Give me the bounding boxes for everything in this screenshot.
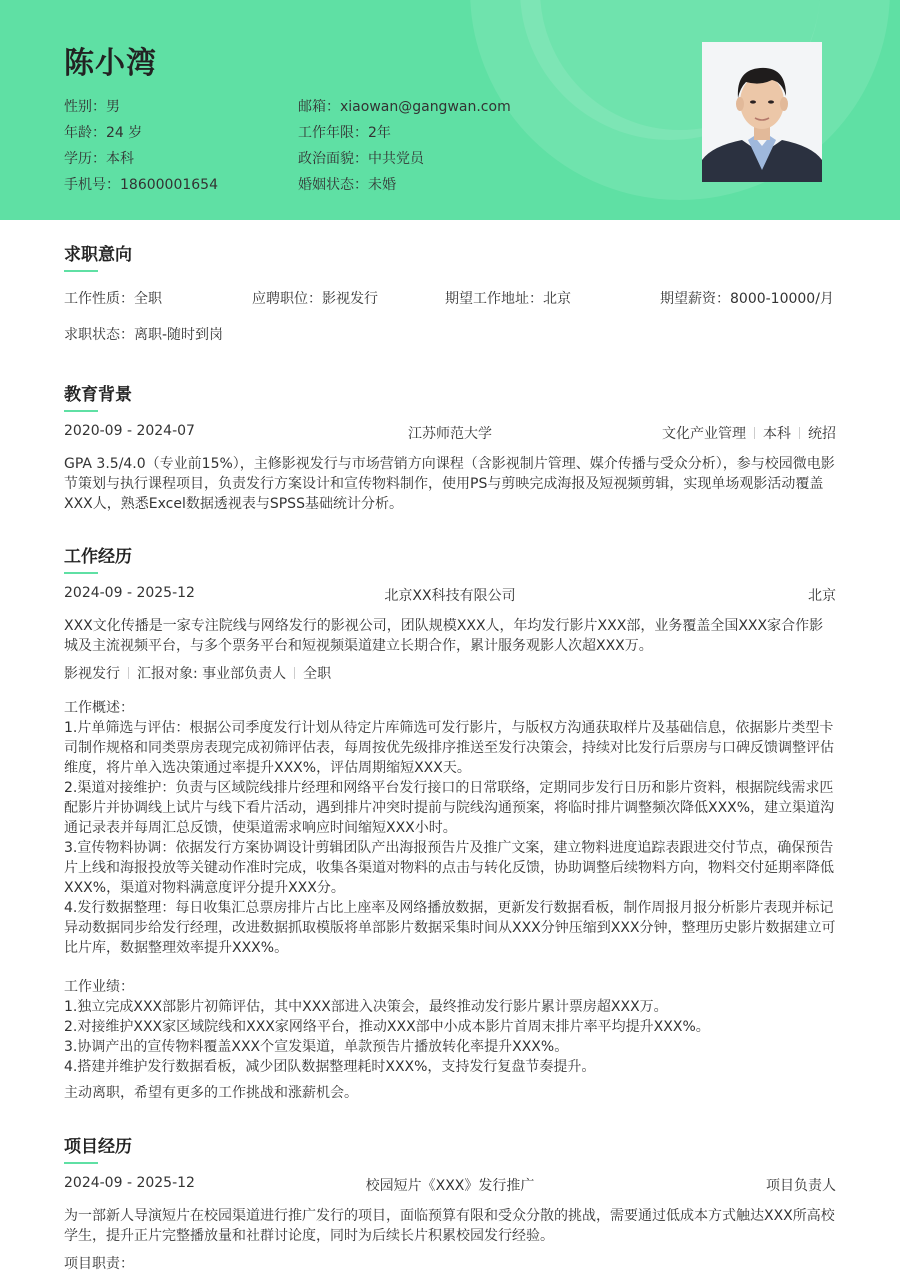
- section-title-intent: 求职意向: [64, 245, 132, 265]
- position-value: 影视发行: [322, 291, 378, 307]
- salary-label: 期望薪资 ：: [660, 291, 730, 307]
- age-row: [64, 122, 142, 142]
- marital-value: 未婚: [368, 177, 396, 193]
- section-underline: [64, 1162, 98, 1164]
- phone-row: [64, 174, 218, 194]
- section-underline: [64, 572, 98, 574]
- candidate-name: 陈小湾: [64, 46, 157, 81]
- location-label: 期望工作地址 ：: [445, 291, 543, 307]
- project-description: 为一部新人导演短片在校园渠道进行推广发行的项目，面临预算有限和受众分散的挑战，需要通过低成本方式触达XXX所高校学生，提升正片完整播放量和社群讨论度，同时为后续长片积累校园发行经验。: [64, 1208, 835, 1244]
- work-report-to: 汇报对象: 事业部负责人: [137, 666, 287, 682]
- job-type-field: [64, 288, 162, 308]
- education-description: GPA 3.5/4.0（专业前15%），主修影视发行与市场营销方向课程（含影视制片管理、媒介传播与受众分析），参与校园微电影节策划与执行课程项目，负责发行方案设计和宣传物料制作，使用PS与剪映完成海报及短视频剪辑，实现单场观影活动覆盖XXX人，熟悉Excel数据透视表与SPSS基础统计分析。: [64, 456, 835, 512]
- work-duty-item: 2.渠道对接维护：负责与区域院线排片经理和网络平台发行接口的日常联络，定期同步发行日历和影片资料，根据院线需求匹配影片并协调线上试片与线下看片活动，遇到排片冲突时提前与院线沟通预案，将临时排片调整频次降低XXX%，建立渠道沟通记录表并每周汇总反馈，使渠道需求响应时间缩短XXX小时。: [64, 780, 835, 836]
- age-value: 24 岁: [106, 125, 143, 141]
- project-period: 2024-09 - 2025-12: [64, 1175, 195, 1191]
- political-value: 中共党员: [368, 151, 424, 167]
- work-period: 2024-09 - 2025-12: [64, 585, 195, 601]
- age-label: 年龄 ：: [64, 125, 106, 141]
- email-label: 邮箱 ：: [298, 99, 340, 115]
- salary-value: 8000-10000/月: [730, 291, 834, 307]
- work-years-row: [298, 122, 391, 142]
- divider: [799, 427, 800, 439]
- education-details: [536, 423, 836, 443]
- project-duties-title: 项目职责：: [64, 1256, 134, 1272]
- job-status-value: 离职-随时到岗: [134, 327, 224, 343]
- email-value: xiaowan@gangwan.com: [340, 99, 511, 115]
- profile-header: [0, 0, 900, 220]
- company-intro: XXX文化传播是一家专注院线与网络发行的影视公司，团队规模XXX人，年均发行影片XXX部，业务覆盖全国XXX家合作影城及主流视频平台，与多个票务平台和短视频渠道建立长期合作，累计服务观影人次超XXX万。: [64, 618, 824, 654]
- enrollment-mode: 统招: [808, 426, 836, 442]
- work-achievements-title: 工作业绩：: [64, 979, 134, 995]
- work-duty-item: 1.片单筛选与评估：根据公司季度发行计划从待定片库筛选可发行影片，与版权方沟通获取样片及基础信息，依据影片类型卡司制作规格和同类票房表现完成初筛评估表，每周按优先级排序推送至发行决策会，持续对比发行后票房与口碑反馈调整评估维度，将片单入选决策通过率提升XXX%，评估周期缩短XXX天。: [64, 720, 834, 776]
- degree: 本科: [763, 426, 791, 442]
- location-field: [445, 288, 571, 308]
- work-achievements: [64, 977, 836, 1077]
- phone-value: 18600001654: [120, 177, 218, 193]
- political-row: [298, 148, 424, 168]
- project-name: 校园短片《XXX》发行推广: [365, 1178, 535, 1194]
- work-achievement-item: 4.搭建并维护发行数据看板，减少团队数据整理耗时XXX%，支持发行复盘节奏提升。: [64, 1059, 596, 1075]
- marital-label: 婚姻状态 ：: [298, 177, 368, 193]
- work-achievement-item: 2.对接维护XXX家区域院线和XXX家网络平台，推动XXX部中小成本影片首周末排片率平均提升XXX%。: [64, 1019, 710, 1035]
- position-field: [252, 288, 378, 308]
- section-underline: [64, 270, 98, 272]
- marital-row: [298, 174, 396, 194]
- work-achievement-item: 1.独立完成XXX部影片初筛评估，其中XXX部进入决策会，最终推动发行影片累计票房超XXX万。: [64, 999, 668, 1015]
- section-underline: [64, 410, 98, 412]
- work-employment: 全职: [303, 666, 332, 682]
- gender-value: 男: [106, 99, 120, 115]
- job-type-label: 工作性质 ：: [64, 291, 134, 307]
- education-period: 2020-09 - 2024-07: [64, 423, 195, 439]
- major: 文化产业管理: [662, 426, 746, 442]
- job-type-value: 全职: [134, 291, 162, 307]
- location-value: 北京: [543, 291, 571, 307]
- work-years-label: 工作年限 ：: [298, 125, 368, 141]
- section-title-education: 教育背景: [64, 385, 132, 405]
- job-status-label: 求职状态 ：: [64, 327, 134, 343]
- email-row: [298, 96, 511, 116]
- education-row: [64, 148, 134, 168]
- work-overview: [64, 698, 836, 958]
- political-label: 政治面貌 ：: [298, 151, 368, 167]
- profile-photo: [702, 42, 822, 182]
- salary-field: [660, 288, 834, 308]
- work-overview-title: 工作概述：: [64, 700, 134, 716]
- company-city: 北京: [808, 588, 836, 604]
- section-title-project: 项目经历: [64, 1137, 132, 1157]
- job-status-field: [64, 324, 223, 344]
- leave-reason: 主动离职，希望有更多的工作挑战和涨薪机会。: [64, 1085, 358, 1101]
- company-name: 北京XX科技有限公司: [384, 588, 516, 604]
- project-role: 项目负责人: [766, 1178, 836, 1194]
- work-role: 影视发行: [64, 666, 120, 682]
- phone-label: 手机号 ：: [64, 177, 120, 193]
- portrait-image: [702, 42, 822, 182]
- work-years-value: 2年: [368, 125, 391, 141]
- position-label: 应聘职位 ：: [252, 291, 322, 307]
- work-meta: [64, 663, 331, 683]
- school-name: 江苏师范大学: [408, 426, 492, 442]
- work-achievement-item: 3.协调产出的宣传物料覆盖XXX个宣发渠道，单款预告片播放转化率提升XXX%。: [64, 1039, 569, 1055]
- divider: [128, 667, 129, 679]
- gender-label: 性别 ：: [64, 99, 106, 115]
- section-title-work: 工作经历: [64, 547, 132, 567]
- education-label: 学历 ：: [64, 151, 106, 167]
- work-duty-item: 4.发行数据整理：每日收集汇总票房排片占比上座率及网络播放数据，更新发行数据看板，制作周报月报分析影片表现并标记异动数据同步给发行经理，改进数据抓取模版将单部影片数据采集时间从XXX分钟压缩到XXX分钟，整理历史影片数据建立可比片库，数据整理效率提升XXX%。: [64, 900, 836, 956]
- education-value: 本科: [106, 151, 134, 167]
- gender-row: [64, 96, 120, 116]
- divider: [754, 427, 755, 439]
- work-duty-item: 3.宣传物料协调：依据发行方案协调设计剪辑团队产出海报预告片及推广文案，建立物料进度追踪表跟进交付节点，确保预告片上线和海报投放等关键动作准时完成，收集各渠道对物料的点击与转化反馈，协助调整后续物料方向，物料交付延期率降低XXX%，渠道对物料满意度评分提升XXX分。: [64, 840, 834, 896]
- divider: [294, 667, 295, 679]
